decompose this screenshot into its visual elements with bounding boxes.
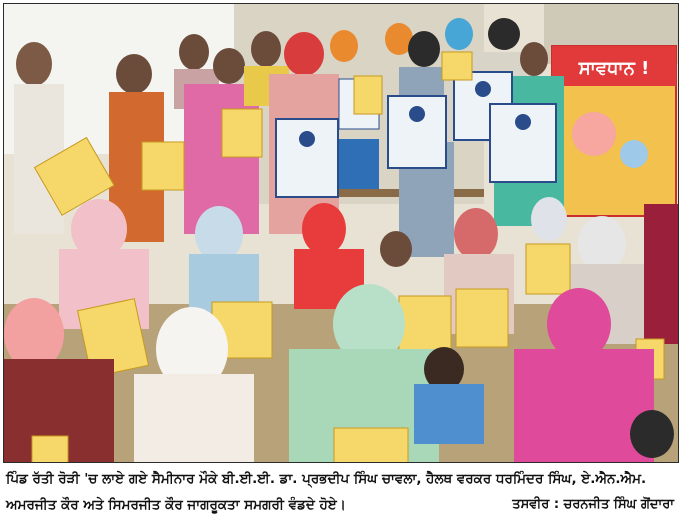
caption-line-2: ਅਮਰਜੀਤ ਕੌਰ ਅਤੇ ਸਿਮਰਜੀਤ ਕੌਰ ਜਾਗਰੂਕਤਾ ਸਮਗਰੀ ਵੰਡਦੇ ਹੋਏ।: [6, 497, 346, 513]
news-photo: [3, 3, 679, 463]
caption-line-1: ਪਿੰਡ ਰੱਤੀ ਰੋੜੀ 'ਚ ਲਾਏ ਗਏ ਸੈਮੀਨਾਰ ਮੌਕੇ ਬੀ.ਈ.ਈ. ਡਾ. ਪ੍ਰਭਦੀਪ ਸਿੰਘ ਚਾਵਲਾ, ਹੈਲਥ ਵਰਕਰ ਧਰਮਿੰਦਰ ਸਿੰਘ, ਏ.ਐਨ.ਐਮ.: [6, 471, 647, 487]
photo-caption: [6, 466, 678, 524]
banner-text: ਸਾਵਧਾਨ !: [578, 58, 650, 79]
photo-credit: ਤਸਵੀਰ : ਚਰਨਜੀਤ ਸਿੰਘ ਗੋਂਦਾਰਾ: [512, 497, 674, 512]
warning-banner: [552, 46, 676, 216]
